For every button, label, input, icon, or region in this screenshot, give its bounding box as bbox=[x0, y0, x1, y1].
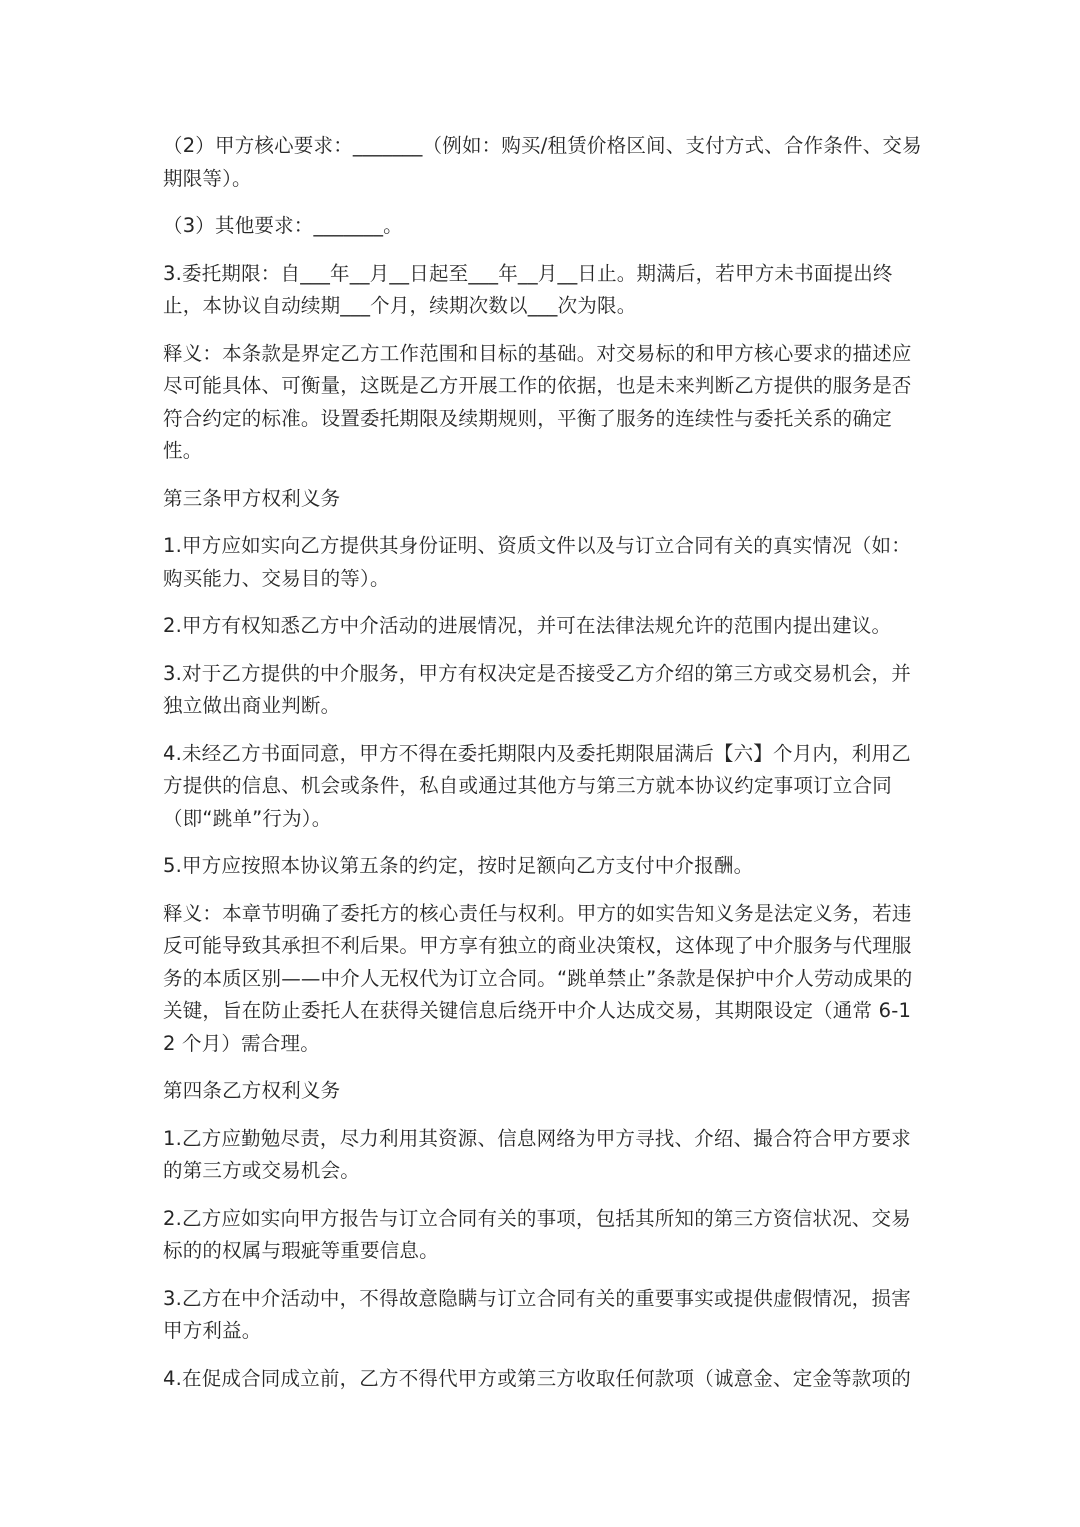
paragraph-other-requirements: （3）其他要求：_______。 bbox=[163, 214, 403, 237]
paragraph-explanation-2: 释义：本章节明确了委托方的核心责任与权利。甲方的如实告知义务是法定义务，若违反可能导致其承担不利后果。甲方享有独立的商业决策权，这体现了中介服务与代理服务的本质区别——中介人无权代为订立合同。“跳单禁止”条款是保护中介人劳动成果的关键，旨在防止委托人在获得关键信息后绕开中介人达成交易，其期限设定（通常 6-12 个月）需合理。 bbox=[163, 901, 913, 1055]
paragraph-a4-item-1: 1.乙方应勤勉尽责，尽力利用其资源、信息网络为甲方寻找、介绍、撮合符合甲方要求的第三方或交易机会。 bbox=[163, 1126, 911, 1182]
paragraph-entrustment-term: 3.委托期限：自___年__月__日起至___年__月__日止。期满后，若甲方未书面提出终止，本协议自动续期___个月，续期次数以___次为限。 bbox=[163, 261, 893, 317]
paragraph-a3-item-4: 4.未经乙方书面同意，甲方不得在委托期限内及委托期限届满后【六】个月内，利用乙方提供的信息、机会或条件，私自或通过其他方与第三方就本协议约定事项订立合同（即“跳单”行为）。 bbox=[163, 741, 911, 830]
document-page bbox=[163, 130, 923, 1410]
paragraph-a3-item-5: 5.甲方应按照本协议第五条的约定，按时足额向乙方支付中介报酬。 bbox=[163, 854, 754, 877]
section-heading-article-4: 第四条乙方权利义务 bbox=[163, 1079, 341, 1102]
paragraph-explanation-1: 释义：本条款是界定乙方工作范围和目标的基础。对交易标的和甲方核心要求的描述应尽可能具体、可衡量，这既是乙方开展工作的依据，也是未来判断乙方提供的服务是否符合约定的标准。设置委托期限及续期规则，平衡了服务的连续性与委托关系的确定性。 bbox=[163, 341, 912, 462]
paragraph-a3-item-2: 2.甲方有权知悉乙方中介活动的进展情况，并可在法律法规允许的范围内提出建议。 bbox=[163, 614, 892, 637]
paragraph-core-requirements: （2）甲方核心要求：_______（例如：购买/租赁价格区间、支付方式、合作条件、交易期限等）。 bbox=[163, 134, 922, 190]
paragraph-a3-item-1: 1.甲方应如实向乙方提供其身份证明、资质文件以及与订立合同有关的真实情况（如：购买能力、交易目的等）。 bbox=[163, 534, 911, 590]
paragraph-a4-item-3: 3.乙方在中介活动中，不得故意隐瞒与订立合同有关的重要事实或提供虚假情况，损害甲方利益。 bbox=[163, 1286, 911, 1342]
section-heading-article-3: 第三条甲方权利义务 bbox=[163, 486, 341, 510]
paragraph-a3-item-3: 3.对于乙方提供的中介服务，甲方有权决定是否接受乙方介绍的第三方或交易机会，并独立做出商业判断。 bbox=[163, 661, 911, 717]
paragraph-a4-item-2: 2.乙方应如实向甲方报告与订立合同有关的事项，包括其所知的第三方资信状况、交易标的的权属与瑕疵等重要信息。 bbox=[163, 1206, 911, 1262]
paragraph-a4-item-4: 4.在促成合同成立前，乙方不得代甲方或第三方收取任何款项（诚意金、定金等款项的 bbox=[163, 1366, 911, 1390]
